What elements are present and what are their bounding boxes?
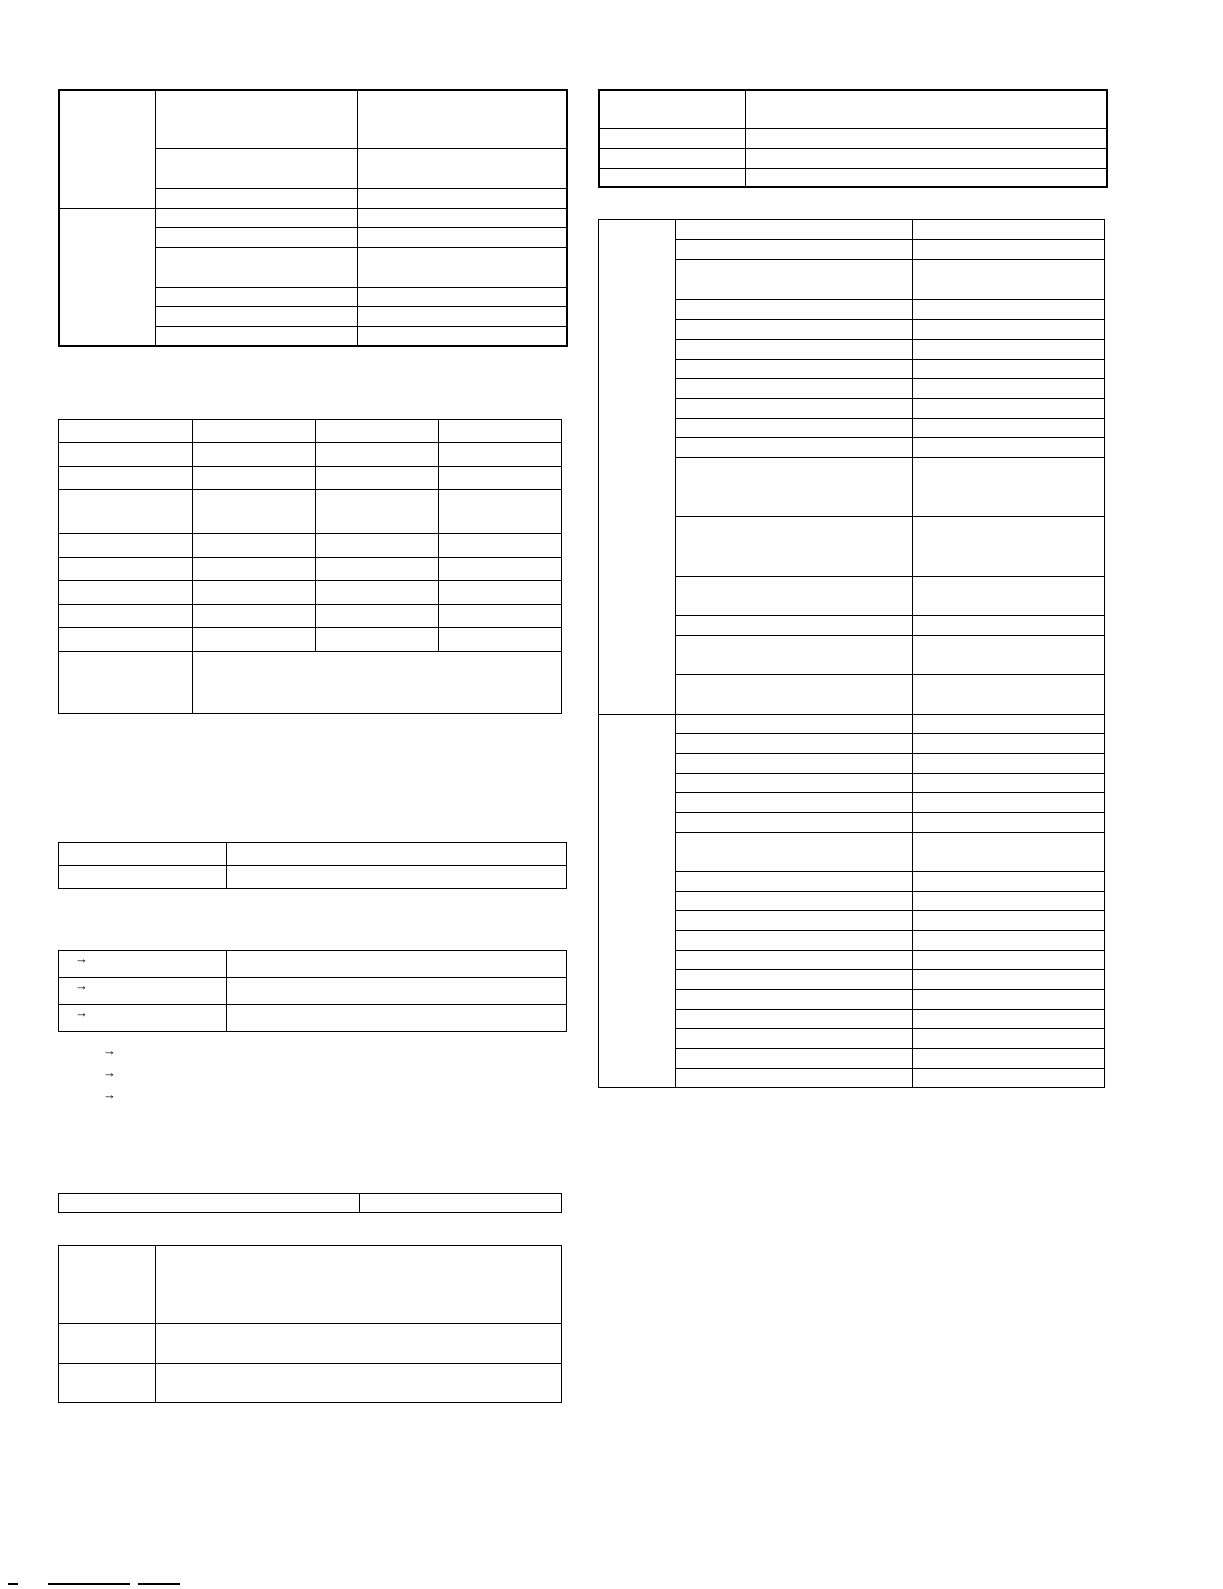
table-cell — [59, 467, 193, 490]
footer-mark — [8, 1583, 18, 1585]
table-cell — [913, 240, 1105, 260]
table-cell — [913, 675, 1105, 715]
table-cell — [316, 581, 439, 605]
table-cell — [360, 1194, 562, 1213]
table-cell — [913, 990, 1105, 1010]
table-cell — [193, 581, 316, 605]
table-cell — [316, 420, 439, 443]
table-cell — [913, 320, 1105, 340]
table-cell — [676, 419, 913, 438]
table-cell — [676, 1010, 913, 1029]
table-cell — [676, 833, 913, 872]
table-cell — [745, 168, 1107, 187]
table-cell — [439, 581, 562, 605]
table-cell — [913, 1069, 1105, 1088]
table-cell — [913, 754, 1105, 774]
table-cell — [59, 1246, 156, 1324]
table-cell — [913, 715, 1105, 734]
table-cell — [913, 833, 1105, 872]
table-cell — [156, 1324, 562, 1364]
table-cell — [155, 208, 357, 227]
table-cell — [193, 628, 316, 652]
footer-mark — [48, 1583, 130, 1585]
table-cell — [439, 443, 562, 467]
table-7 — [598, 89, 1108, 188]
table-cell — [676, 458, 913, 517]
table-cell — [676, 399, 913, 419]
table-cell — [59, 628, 193, 652]
table-cell — [913, 220, 1105, 240]
table-cell — [59, 581, 193, 605]
table-cell — [913, 872, 1105, 892]
table-cell — [439, 490, 562, 534]
table-cell — [156, 1246, 562, 1324]
table-cell — [676, 911, 913, 931]
table-cell — [913, 793, 1105, 813]
table-cell — [357, 188, 567, 208]
table-cell — [316, 558, 439, 581]
table-cell — [155, 247, 357, 287]
table-cell — [676, 636, 913, 675]
table-cell — [676, 774, 913, 793]
table-cell — [676, 360, 913, 379]
right-arrow-icon: → — [103, 1043, 116, 1058]
table-cell — [676, 1029, 913, 1049]
table-cell — [439, 605, 562, 628]
table-cell — [357, 247, 567, 287]
table-cell — [913, 951, 1105, 970]
table-cell — [59, 605, 193, 628]
table-cell — [676, 931, 913, 951]
table-cell — [59, 1005, 227, 1032]
table-cell — [316, 490, 439, 534]
table-cell — [156, 1364, 562, 1403]
table-cell — [357, 208, 567, 227]
table-cell — [676, 872, 913, 892]
table-cell — [193, 467, 316, 490]
table-cell — [913, 458, 1105, 517]
table-cell — [357, 90, 567, 148]
table-cell — [59, 443, 193, 467]
table-cell — [316, 534, 439, 558]
table-cell — [316, 443, 439, 467]
table-1 — [58, 89, 568, 347]
table-cell — [227, 866, 567, 889]
table-cell — [59, 208, 155, 346]
table-cell — [676, 438, 913, 458]
table-cell — [676, 1049, 913, 1069]
table-cell — [676, 379, 913, 399]
table-cell — [676, 300, 913, 320]
table-cell — [193, 534, 316, 558]
table-cell — [913, 379, 1105, 399]
table-cell — [439, 467, 562, 490]
table-cell — [745, 128, 1107, 148]
table-cell — [155, 90, 357, 148]
table-cell — [59, 1324, 156, 1364]
table-cell — [155, 287, 357, 306]
table-cell — [316, 467, 439, 490]
table-cell — [913, 517, 1105, 577]
table-cell — [913, 300, 1105, 320]
table-cell — [59, 1194, 360, 1213]
table-cell — [913, 734, 1105, 754]
table-cell — [59, 866, 227, 889]
table-8 — [598, 219, 1105, 1088]
table-cell — [913, 892, 1105, 911]
table-6 — [58, 1245, 562, 1403]
table-cell — [913, 438, 1105, 458]
table-cell — [745, 90, 1107, 128]
table-cell — [913, 260, 1105, 300]
table-cell — [676, 577, 913, 616]
table-cell — [676, 240, 913, 260]
table-cell — [913, 636, 1105, 675]
table-cell — [59, 1364, 156, 1403]
table-cell — [676, 813, 913, 833]
table-cell — [193, 652, 562, 714]
table-cell — [913, 360, 1105, 379]
table-cell — [155, 148, 357, 188]
table-cell — [59, 420, 193, 443]
table-cell — [676, 990, 913, 1010]
table-cell — [357, 306, 567, 326]
footer-mark — [138, 1583, 180, 1585]
table-cell — [676, 734, 913, 754]
table-cell — [155, 188, 357, 208]
table-cell — [316, 605, 439, 628]
table-cell — [599, 168, 745, 187]
right-arrow-icon: → — [75, 978, 88, 993]
table-cell — [357, 148, 567, 188]
table-cell — [357, 227, 567, 247]
table-cell — [193, 443, 316, 467]
table-cell — [676, 951, 913, 970]
table-cell — [357, 287, 567, 306]
table-cell — [913, 911, 1105, 931]
table-cell — [227, 843, 567, 866]
table-cell — [193, 490, 316, 534]
table-cell — [227, 1005, 567, 1032]
right-arrow-icon: → — [103, 1065, 116, 1080]
table-cell — [676, 1069, 913, 1088]
table-5 — [58, 1193, 562, 1213]
table-cell — [59, 843, 227, 866]
table-4 — [58, 950, 567, 1032]
table-cell — [59, 490, 193, 534]
table-cell — [227, 951, 567, 978]
table-cell — [439, 534, 562, 558]
table-cell — [676, 517, 913, 577]
table-cell — [599, 715, 676, 1088]
table-cell — [59, 90, 155, 208]
table-cell — [59, 652, 193, 714]
table-cell — [913, 399, 1105, 419]
table-cell — [676, 260, 913, 300]
table-cell — [913, 1029, 1105, 1049]
table-cell — [439, 558, 562, 581]
table-cell — [676, 220, 913, 240]
table-cell — [913, 419, 1105, 438]
table-cell — [155, 227, 357, 247]
table-cell — [193, 605, 316, 628]
table-cell — [155, 326, 357, 346]
right-arrow-icon: → — [75, 951, 88, 966]
right-arrow-icon: → — [75, 1005, 88, 1020]
table-cell — [155, 306, 357, 326]
table-cell — [676, 715, 913, 734]
table-cell — [676, 970, 913, 990]
table-3 — [58, 842, 567, 889]
table-cell — [913, 813, 1105, 833]
table-2 — [58, 419, 562, 714]
table-cell — [676, 340, 913, 360]
table-cell — [913, 774, 1105, 793]
table-cell — [599, 90, 745, 128]
table-cell — [913, 970, 1105, 990]
right-arrow-icon: → — [103, 1087, 116, 1102]
table-cell — [913, 1049, 1105, 1069]
table-cell — [599, 220, 676, 715]
table-cell — [676, 892, 913, 911]
table-cell — [59, 978, 227, 1005]
table-cell — [193, 420, 316, 443]
table-cell — [599, 148, 745, 168]
table-cell — [913, 931, 1105, 951]
table-cell — [59, 951, 227, 978]
table-cell — [913, 577, 1105, 616]
table-cell — [59, 558, 193, 581]
table-cell — [227, 978, 567, 1005]
table-cell — [316, 628, 439, 652]
table-cell — [439, 628, 562, 652]
table-cell — [676, 616, 913, 636]
table-cell — [599, 128, 745, 148]
table-cell — [745, 148, 1107, 168]
table-cell — [913, 340, 1105, 360]
table-cell — [439, 420, 562, 443]
table-cell — [676, 793, 913, 813]
table-cell — [676, 320, 913, 340]
table-cell — [676, 675, 913, 715]
table-cell — [913, 1010, 1105, 1029]
table-cell — [676, 754, 913, 774]
table-cell — [357, 326, 567, 346]
table-cell — [59, 534, 193, 558]
table-cell — [913, 616, 1105, 636]
table-cell — [193, 558, 316, 581]
